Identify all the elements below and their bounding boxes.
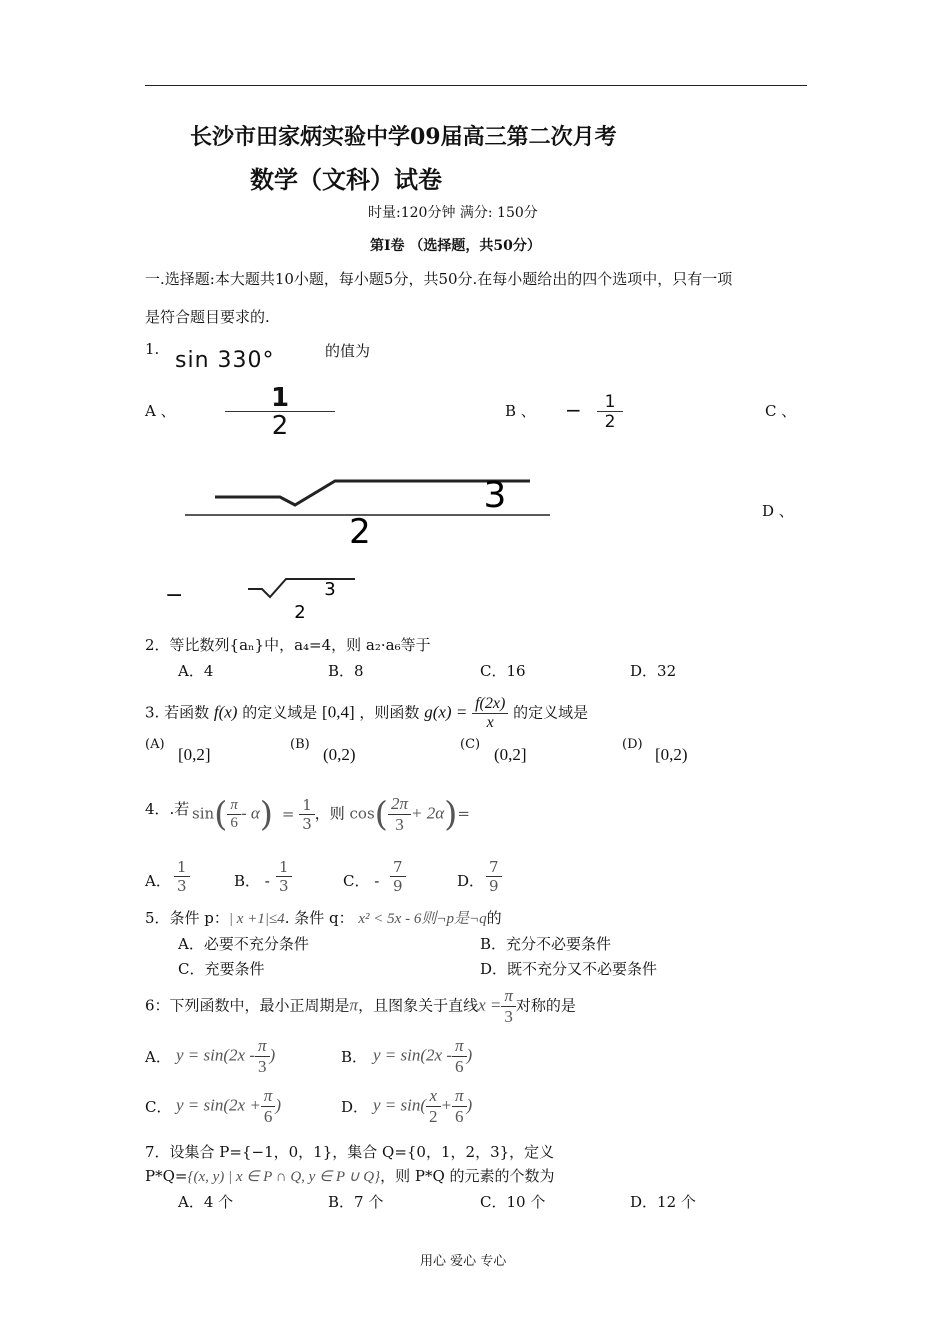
q1-b-denominator: 2 bbox=[604, 412, 616, 432]
q6-b-close: ) bbox=[466, 1045, 473, 1065]
q4-option-c-value bbox=[390, 858, 406, 895]
q6-d-num1: x bbox=[426, 1086, 441, 1107]
q5-option-d: D．既不充分又不必要条件 bbox=[480, 960, 658, 978]
q6-option-c-label: C． bbox=[145, 1098, 172, 1116]
q4-one: 1 bbox=[299, 796, 315, 815]
q1-option-a-value bbox=[225, 385, 335, 440]
q7-stem: 7．设集合 P={−1，0，1}，集合 Q={0，1，2，3}，定义 bbox=[145, 1143, 555, 1161]
q4-three2: 3 bbox=[395, 815, 404, 834]
q1-c-numerator: 3 bbox=[483, 475, 507, 516]
instructions-line1: 一.选择题:本大题共10小题，每小题5分，共50分.在每小题给出的四个选项中，只有一项 bbox=[145, 270, 733, 288]
q4-plus-2alpha: + 2α bbox=[410, 803, 445, 823]
exam-title: 长沙市田家炳实验中学09届高三第二次月考 bbox=[190, 124, 617, 150]
q7-option-d: D．12 个 bbox=[630, 1193, 696, 1211]
q3-option-a-value: [0,2] bbox=[178, 745, 211, 764]
q2-option-c: C．16 bbox=[480, 662, 526, 680]
q1-number: 1. bbox=[145, 340, 160, 358]
q1-option-c-label: C 、 bbox=[765, 402, 797, 420]
q6-c-frac bbox=[261, 1086, 276, 1127]
q5-option-a: A．必要不充分条件 bbox=[178, 935, 309, 953]
q1-b-minus: − bbox=[565, 398, 582, 422]
q2-option-b: B．8 bbox=[328, 662, 364, 680]
q6-option-c-value bbox=[176, 1086, 281, 1127]
q4-equals: = bbox=[281, 804, 295, 823]
q1-expression: sin 330° bbox=[175, 348, 275, 373]
q4-option-d-label: D． bbox=[457, 872, 485, 890]
q3-stem-pre: 3. 若函数 bbox=[145, 703, 210, 722]
q3-domain: [0,4] bbox=[322, 702, 355, 722]
q5-option-c: C．充要条件 bbox=[178, 960, 265, 978]
q4-then: ，则 bbox=[314, 804, 345, 823]
q4-d-den: 9 bbox=[489, 877, 499, 895]
q3-fx: f(x) bbox=[213, 702, 238, 722]
q4-2pi-over-3 bbox=[388, 794, 411, 835]
q4-b-num: 1 bbox=[276, 858, 292, 877]
q5-condition-p: | x +1|≤4 bbox=[228, 911, 285, 927]
q3-option-b-value: (0,2) bbox=[323, 745, 356, 764]
q6-c-expr: y = sin(2x + bbox=[176, 1095, 261, 1115]
q1-a-denominator: 2 bbox=[271, 411, 289, 441]
q6-option-d-label: D． bbox=[341, 1098, 369, 1116]
q4-option-a-label: A． bbox=[145, 872, 171, 890]
header-rule bbox=[145, 85, 807, 86]
q6-a-num: π bbox=[255, 1036, 270, 1057]
q4-option-a-value bbox=[174, 858, 190, 895]
q4-b-den: 3 bbox=[279, 877, 289, 895]
q6-d-plus: + bbox=[440, 1095, 453, 1115]
q6-a-den: 3 bbox=[258, 1057, 267, 1076]
q7-option-b: B．7 个 bbox=[328, 1193, 384, 1211]
q6-d-close: ) bbox=[466, 1095, 473, 1115]
q6-a-close: ) bbox=[269, 1045, 276, 1065]
q6-b-frac bbox=[452, 1036, 467, 1077]
q6-stem-mid: ，且图象关于直线 bbox=[358, 996, 479, 1015]
q2-stem: 2．等比数列{aₙ}中，a₄=4，则 a₂·a₆等于 bbox=[145, 636, 431, 654]
q4-d-num: 7 bbox=[486, 858, 502, 877]
q6-b-expr: y = sin(2x - bbox=[373, 1045, 452, 1065]
q2-option-d: D．32 bbox=[630, 662, 677, 680]
q1-d-minus: − bbox=[165, 583, 184, 608]
q6-b-num: π bbox=[452, 1036, 467, 1057]
q3-numerator: f(2x) bbox=[472, 695, 508, 714]
q3-option-b-label: (B) bbox=[290, 737, 310, 752]
q1-b-numerator: 1 bbox=[604, 392, 616, 412]
q7-line2 bbox=[145, 1165, 555, 1186]
q3-denominator: x bbox=[486, 714, 494, 731]
exam-meta: 时量:120分钟 满分: 150分 bbox=[368, 205, 538, 221]
q6-d-expr: y = sin( bbox=[373, 1095, 427, 1115]
q4-option-d-value bbox=[486, 858, 502, 895]
q5-stem-mid: . 条件 q： bbox=[284, 909, 354, 927]
q4-pi-over-6 bbox=[227, 797, 241, 832]
q6-stem-pre: 6：下列函数中，最小正周期是 bbox=[145, 996, 350, 1015]
q3-stem-mid2: ，则函数 bbox=[359, 703, 420, 722]
q4-one-third bbox=[299, 796, 315, 833]
q6-option-a-value bbox=[176, 1036, 275, 1077]
q3-fraction bbox=[472, 695, 508, 732]
q5-stem-pre: 5．条件 p： bbox=[145, 909, 229, 927]
q6-stem bbox=[145, 986, 576, 1027]
q6-a-frac bbox=[255, 1036, 270, 1077]
q5-stem bbox=[145, 907, 502, 928]
sqrt-sign bbox=[248, 579, 355, 597]
q1-stem: 的值为 bbox=[325, 342, 371, 360]
q1-c-denominator: 2 bbox=[349, 512, 371, 545]
q5-condition-q: x² < 5x - 6则¬p是¬q bbox=[358, 911, 487, 927]
q4-twopi: 2π bbox=[388, 794, 411, 815]
q6-b-den: 6 bbox=[455, 1057, 464, 1076]
q7-line2-pre: P*Q= bbox=[145, 1167, 188, 1185]
q3-stem-post: 的定义域是 bbox=[513, 703, 589, 722]
q6-pi: π bbox=[349, 995, 359, 1015]
page-footer: 用心 爱心 专心 bbox=[420, 1254, 507, 1269]
q2-option-a: A．4 bbox=[178, 662, 214, 680]
q6-a-expr: y = sin(2x - bbox=[176, 1045, 255, 1065]
part-heading: 第Ⅰ卷 （选择题，共50分） bbox=[370, 238, 541, 254]
q4-a-num: 1 bbox=[174, 858, 190, 877]
q1-d-numerator: 3 bbox=[324, 579, 336, 600]
q4-three: 3 bbox=[302, 815, 312, 833]
q7-option-a: A．4 个 bbox=[178, 1193, 234, 1211]
q6-option-a-label: A． bbox=[145, 1048, 171, 1066]
q6-d-den2: 6 bbox=[455, 1107, 464, 1126]
q6-d-frac1 bbox=[426, 1086, 441, 1127]
q6-pi-over-3 bbox=[501, 986, 516, 1027]
q4-c-num: 7 bbox=[390, 858, 406, 877]
q6-x-eq: x = bbox=[478, 995, 502, 1015]
q5-stem-post: 的 bbox=[486, 909, 502, 927]
q3-stem bbox=[145, 695, 588, 732]
q6-d-frac2 bbox=[452, 1086, 467, 1127]
q1-option-b-label: B 、 bbox=[505, 402, 536, 420]
q1-option-b-value bbox=[597, 393, 623, 432]
q4-option-b-label: B． - bbox=[234, 872, 270, 890]
q4-a-den: 3 bbox=[177, 877, 187, 895]
q4-c-den: 9 bbox=[393, 877, 403, 895]
q4-equals2: = bbox=[457, 804, 470, 823]
q4-option-c-label: C． - bbox=[343, 872, 380, 890]
q3-stem-mid: 的定义域是 bbox=[242, 703, 318, 722]
q7-option-c: C．10 个 bbox=[480, 1193, 546, 1211]
q1-option-a-label: A 、 bbox=[145, 402, 176, 420]
q6-c-close: ) bbox=[275, 1095, 281, 1115]
q4-sin: sin bbox=[192, 804, 215, 823]
exam-subtitle: 数学（文科）试卷 bbox=[250, 165, 442, 194]
q6-option-d-value bbox=[373, 1086, 472, 1127]
q1-option-c-value bbox=[185, 475, 555, 545]
q7-set-definition: {(x, y) | x ∈ P ∩ Q, y ∈ P ∪ Q} bbox=[187, 1169, 381, 1185]
instructions-line2: 是符合题目要求的. bbox=[145, 308, 270, 326]
q4-pi: π bbox=[227, 797, 241, 815]
q6-pi-num: π bbox=[501, 986, 516, 1007]
q3-option-d-value: [0,2) bbox=[655, 745, 688, 764]
q6-pi-den: 3 bbox=[504, 1007, 513, 1026]
q4-option-b-value bbox=[276, 858, 292, 895]
q6-d-den1: 2 bbox=[429, 1107, 438, 1126]
q4-six: 6 bbox=[230, 815, 238, 831]
q3-option-c-value: (0,2] bbox=[494, 745, 527, 764]
q1-a-numerator: 1 bbox=[270, 383, 290, 413]
q3-gx: g(x) = bbox=[424, 702, 468, 722]
q3-option-d-label: (D) bbox=[622, 737, 643, 752]
q4-expression: sin( $\frac{\pi}{6}$ - α) = $\frac{1}{3}$ ，则 cos( $\frac{2\pi}{3}$ + 2α)= bbox=[192, 794, 470, 835]
q6-option-b-label: B． bbox=[341, 1048, 368, 1066]
q1-option-d-label: D 、 bbox=[762, 502, 794, 520]
q3-option-c-label: (C) bbox=[460, 737, 481, 752]
q6-c-num: π bbox=[261, 1086, 276, 1107]
q5-option-b: B．充分不必要条件 bbox=[480, 935, 612, 953]
q6-c-den: 6 bbox=[263, 1107, 273, 1126]
q4-stem: 4．.若 bbox=[145, 800, 190, 818]
q3-option-a-label: (A) bbox=[145, 737, 165, 752]
q6-d-num2: π bbox=[452, 1086, 467, 1107]
q6-option-b-value bbox=[373, 1036, 472, 1077]
q4-cos: cos bbox=[349, 804, 375, 823]
q6-stem-post: 对称的是 bbox=[515, 996, 576, 1015]
q1-option-d-value bbox=[240, 575, 360, 620]
q4-minus-alpha: - α bbox=[240, 803, 260, 823]
q1-d-denominator: 2 bbox=[294, 602, 306, 620]
q7-line2-post: ，则 P*Q 的元素的个数为 bbox=[380, 1167, 555, 1185]
